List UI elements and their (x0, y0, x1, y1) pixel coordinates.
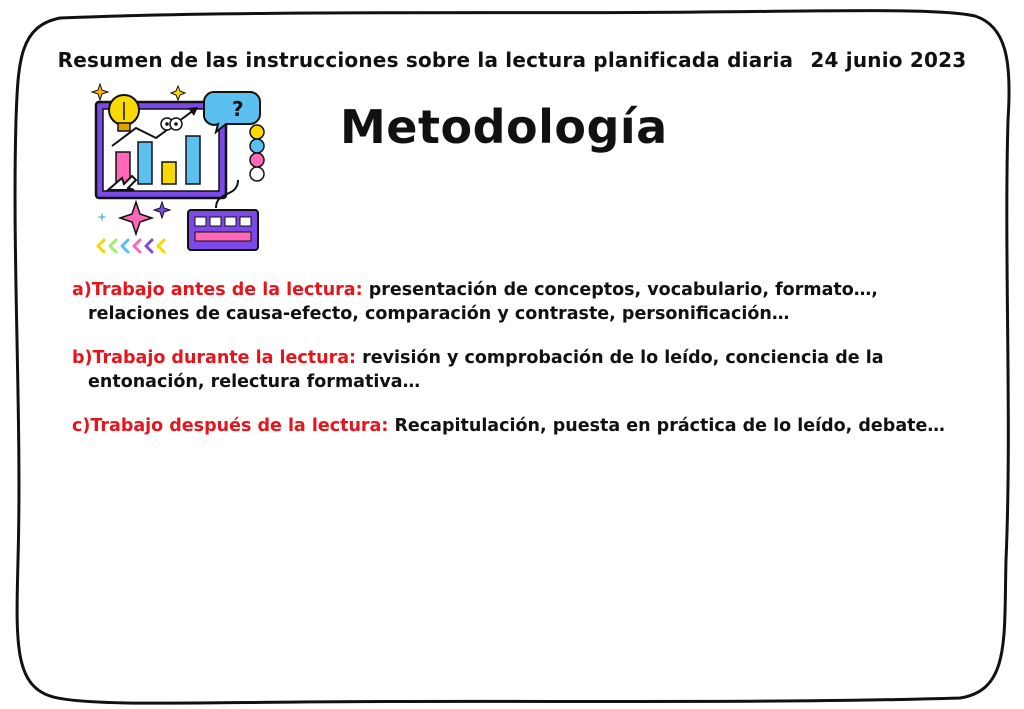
item-label: a)Trabajo antes de la lectura: (72, 280, 363, 300)
item-label: b)Trabajo durante la lectura: (72, 348, 357, 368)
speech-bubble-question-mark: ? (232, 97, 244, 121)
summary-date: 24 junio 2023 (810, 48, 967, 72)
item-label: c)Trabajo después de la lectura: (72, 416, 389, 436)
data-analytics-monitor-icon (88, 80, 273, 260)
item-text: revisión y comprobación de lo leído, conciencia de la (362, 348, 884, 368)
list-item (72, 346, 972, 394)
item-text: presentación de conceptos, vocabulario, formato…, (368, 280, 878, 300)
page-title: Metodología (340, 100, 668, 154)
summary-header (0, 48, 1024, 72)
item-text: Recapitulación, puesta en práctica de lo leído, debate… (394, 416, 945, 436)
list-item (72, 278, 972, 326)
list-item (72, 414, 972, 438)
item-text-continued: entonación, relectura formativa… (88, 372, 421, 392)
item-text-continued: relaciones de causa-efecto, comparación y contraste, personificación… (88, 304, 790, 324)
methodology-list (72, 278, 972, 458)
summary-text: Resumen de las instrucciones sobre la lectura planificada diaria (57, 48, 794, 72)
